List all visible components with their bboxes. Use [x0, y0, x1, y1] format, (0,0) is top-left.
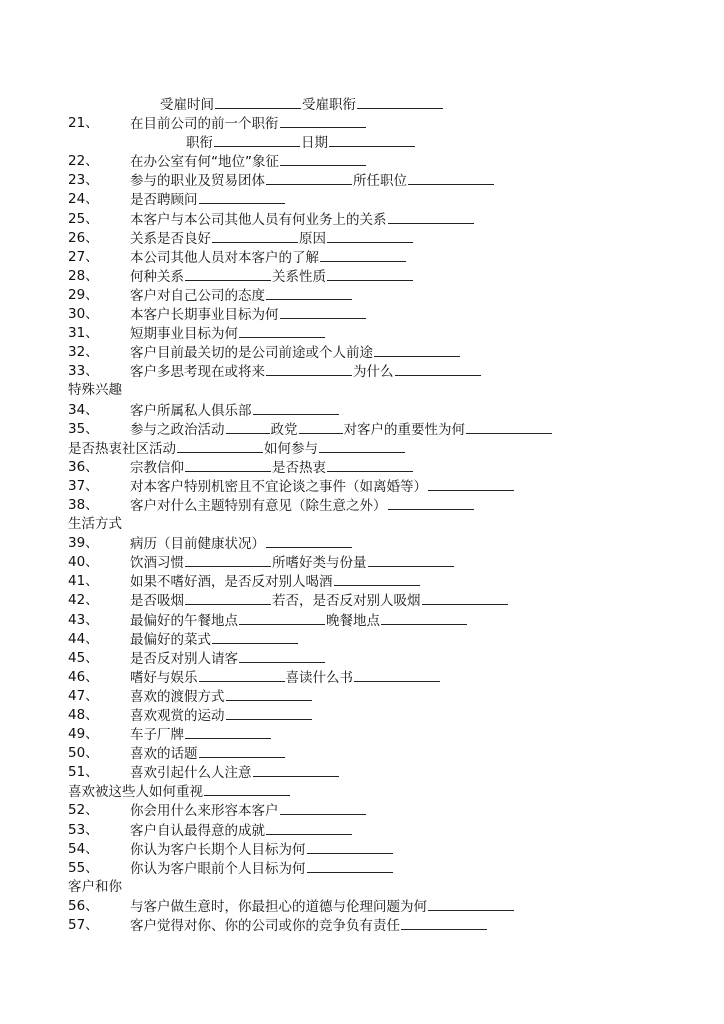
answer-blank[interactable] — [388, 210, 474, 224]
question-text: 晚餐地点 — [326, 612, 380, 629]
answer-blank[interactable] — [266, 286, 352, 300]
question-number: 26、 — [68, 229, 99, 246]
question-number: 33、 — [68, 363, 99, 380]
question-number: 32、 — [68, 344, 99, 361]
question-row — [0, 801, 724, 820]
answer-blank[interactable] — [199, 744, 285, 758]
question-row — [0, 420, 724, 439]
answer-blank[interactable] — [185, 591, 271, 605]
question-text: 客户所属私人俱乐部 — [130, 402, 252, 419]
answer-blank[interactable] — [319, 439, 405, 453]
question-text: 是否吸烟 — [130, 593, 184, 610]
question-text: 为什么 — [353, 364, 394, 381]
answer-blank[interactable] — [266, 821, 352, 835]
question-text: 你认为客户长期个人目标为何 — [130, 841, 306, 858]
section-client-and-you — [0, 878, 724, 897]
answer-blank[interactable] — [307, 859, 393, 873]
question-number: 28、 — [68, 267, 99, 284]
question-number: 48、 — [68, 707, 99, 723]
question-number: 41、 — [68, 573, 99, 590]
answer-blank[interactable] — [280, 305, 366, 319]
question-text: 对本客户特别机密且不宜论谈之事件（如离婚等） — [130, 478, 427, 495]
answer-blank[interactable] — [368, 553, 454, 567]
question-number: 21、 — [68, 115, 99, 132]
question-text: 客户自认最得意的成就 — [130, 822, 265, 839]
answer-blank[interactable] — [185, 458, 271, 472]
question-row — [0, 305, 724, 324]
question-text: 与客户做生意时，你最担心的道德与伦理问题为何 — [130, 898, 427, 915]
question-text: 短期事业目标为何 — [130, 326, 238, 343]
answer-blank[interactable] — [299, 420, 343, 434]
answer-blank[interactable] — [327, 267, 413, 281]
question-row — [0, 152, 724, 171]
answer-blank[interactable] — [215, 95, 301, 109]
question-number: 29、 — [68, 286, 99, 303]
answer-blank[interactable] — [401, 916, 487, 930]
question-text: 喜欢观赏的运动 — [130, 708, 225, 724]
question-number: 47、 — [68, 687, 99, 704]
answer-blank[interactable] — [185, 267, 271, 281]
answer-blank[interactable] — [212, 630, 298, 644]
sub-label-date: 日期 — [301, 135, 328, 152]
question-number: 50、 — [68, 745, 99, 762]
answer-blank[interactable] — [357, 95, 443, 109]
answer-blank[interactable] — [422, 591, 508, 605]
question-row — [0, 553, 724, 572]
section-heading: 特殊兴趣 — [68, 382, 122, 399]
question-text: 是否聘顾问 — [130, 192, 198, 209]
question-number: 51、 — [68, 764, 99, 781]
question-text: 车子厂牌 — [130, 727, 184, 744]
answer-blank[interactable] — [199, 668, 285, 682]
answer-blank[interactable] — [428, 897, 514, 911]
question-number: 23、 — [68, 172, 99, 189]
answer-blank[interactable] — [199, 190, 285, 204]
question-row — [0, 190, 724, 209]
question-number: 25、 — [68, 210, 99, 227]
question-row — [0, 897, 724, 916]
answer-blank[interactable] — [354, 668, 440, 682]
hire-line — [0, 95, 724, 114]
question-text: 病历（目前健康状况） — [130, 536, 265, 553]
question-row — [0, 324, 724, 343]
question-number: 54、 — [68, 840, 99, 857]
answer-blank[interactable] — [253, 763, 339, 777]
question-number: 30、 — [68, 306, 99, 323]
answer-blank[interactable] — [266, 534, 352, 548]
question-row — [0, 763, 724, 782]
question-number: 45、 — [68, 649, 99, 666]
question-row — [0, 267, 724, 286]
question-number: 53、 — [68, 821, 99, 838]
answer-blank[interactable] — [374, 343, 460, 357]
question-row — [0, 572, 724, 591]
question-row — [0, 916, 724, 935]
answer-blank[interactable] — [212, 229, 298, 243]
question-row — [0, 248, 724, 267]
question-text: 喜欢的渡假方式 — [130, 688, 225, 705]
question-text: 本客户长期事业目标为何 — [130, 307, 279, 324]
answer-blank[interactable] — [280, 801, 366, 815]
question-text: 最偏好的午餐地点 — [130, 612, 238, 629]
question-text: 关系是否良好 — [130, 230, 211, 247]
question-text: 何种关系 — [130, 268, 184, 285]
question-number: 49、 — [68, 726, 99, 743]
section-heading: 客户和你 — [68, 878, 122, 895]
question-text: 关系性质 — [272, 268, 326, 285]
question-text: 对客户的重要性为何 — [343, 421, 465, 438]
answer-blank[interactable] — [226, 687, 312, 701]
answer-blank[interactable] — [327, 458, 413, 472]
question-text: 如果不嗜好酒，是否反对别人喝酒 — [130, 574, 333, 591]
question-number: 43、 — [68, 611, 99, 628]
question-row — [0, 286, 724, 305]
question-number: 46、 — [68, 668, 99, 685]
answer-blank[interactable] — [266, 171, 352, 185]
question-row — [0, 630, 724, 649]
question-text: 在办公室有何“地位”象征 — [130, 154, 279, 171]
question-text: 喜欢的话题 — [130, 746, 198, 763]
answer-blank[interactable] — [307, 840, 393, 854]
question-row — [0, 725, 724, 744]
question-row — [0, 458, 724, 477]
question-number: 27、 — [68, 248, 99, 265]
question-text: 客户对什么主题特别有意见（除生意之外） — [130, 497, 387, 514]
question-text: 若否，是否反对别人吸烟 — [272, 593, 421, 610]
question-number: 57、 — [68, 917, 99, 934]
question-text: 所嗜好类与份量 — [272, 555, 367, 572]
question-number: 52、 — [68, 802, 99, 819]
answer-blank[interactable] — [185, 725, 271, 739]
answer-blank[interactable] — [280, 114, 366, 128]
answer-blank[interactable] — [327, 229, 413, 243]
hire-title-label: 受雇职衔 — [302, 97, 356, 113]
question-number: 44、 — [68, 630, 99, 647]
answer-blank[interactable] — [466, 420, 552, 434]
question-row — [0, 343, 724, 362]
question-text: 原因 — [299, 230, 326, 247]
answer-blank[interactable] — [239, 611, 325, 625]
question-number: 37、 — [68, 477, 99, 494]
answer-blank[interactable] — [408, 171, 494, 185]
questionnaire-document — [0, 95, 724, 935]
answer-blank[interactable] — [395, 362, 481, 376]
question-row — [0, 859, 724, 878]
answer-blank[interactable] — [320, 248, 406, 262]
valued-by-label: 喜欢被这些人如何重视 — [68, 784, 203, 801]
question-21 — [0, 114, 724, 133]
question-text: 所任职位 — [353, 173, 407, 190]
answer-blank[interactable] — [334, 572, 420, 586]
answer-blank[interactable] — [253, 401, 339, 415]
answer-blank[interactable] — [381, 611, 467, 625]
question-text: 客户觉得对你、你的公司或你的竞争负有责任 — [130, 918, 400, 935]
community-activity-line — [0, 439, 724, 458]
question-text: 本客户与本公司其他人员有何业务上的关系 — [130, 211, 387, 228]
question-row — [0, 229, 724, 248]
section-heading: 生活方式 — [68, 516, 122, 533]
question-number: 40、 — [68, 554, 99, 571]
participation-label: 如何参与 — [264, 440, 318, 457]
question-text: 在目前公司的前一个职衔 — [130, 116, 279, 133]
question-number: 39、 — [68, 535, 99, 552]
valued-by-line — [0, 782, 724, 801]
question-text: 是否反对别人请客 — [130, 650, 238, 667]
question-text: 饮酒习惯 — [130, 555, 184, 572]
question-row — [0, 706, 724, 725]
question-text: 你会用什么来形容本客户 — [130, 803, 279, 820]
question-number: 35、 — [68, 420, 99, 437]
question-row — [0, 534, 724, 553]
question-text: 嗜好与娱乐 — [130, 669, 198, 686]
answer-blank[interactable] — [185, 553, 271, 567]
question-number: 34、 — [68, 401, 99, 418]
question-text: 客户对自己公司的态度 — [130, 287, 265, 304]
question-number: 42、 — [68, 592, 99, 609]
question-number: 56、 — [68, 897, 99, 914]
question-text: 最偏好的菜式 — [130, 631, 211, 648]
answer-blank[interactable] — [329, 133, 415, 147]
question-text: 客户目前最关切的是公司前途或个人前途 — [130, 345, 373, 362]
question-text: 政党 — [270, 421, 298, 438]
answer-blank[interactable] — [239, 324, 325, 338]
question-text: 宗教信仰 — [130, 459, 184, 476]
question-text: 客户多思考现在或将来 — [130, 364, 265, 381]
answer-blank[interactable] — [204, 782, 290, 796]
question-21-sub — [0, 133, 724, 152]
question-number: 55、 — [68, 859, 99, 876]
answer-blank[interactable] — [388, 496, 474, 510]
question-row — [0, 840, 724, 859]
answer-blank[interactable] — [266, 362, 352, 376]
question-row — [0, 649, 724, 668]
question-row — [0, 591, 724, 610]
question-row — [0, 210, 724, 229]
question-row — [0, 477, 724, 496]
hire-time-label: 受雇时间 — [160, 97, 214, 113]
question-text: 喜欢引起什么人注意 — [130, 765, 252, 782]
question-text: 是否热衷 — [272, 459, 326, 476]
question-row — [0, 821, 724, 840]
question-row — [0, 171, 724, 190]
question-row — [0, 611, 724, 630]
answer-blank[interactable] — [226, 420, 270, 434]
question-text: 你认为客户眼前个人目标为何 — [130, 860, 306, 877]
question-text: 参与的职业及贸易团体 — [130, 173, 265, 190]
sub-label-title: 职衔 — [186, 135, 213, 152]
answer-blank[interactable] — [214, 133, 300, 147]
question-row — [0, 687, 724, 706]
question-number: 38、 — [68, 496, 99, 513]
answer-blank[interactable] — [177, 439, 263, 453]
answer-blank[interactable] — [239, 649, 325, 663]
question-number: 24、 — [68, 191, 99, 208]
question-number: 36、 — [68, 458, 99, 475]
question-number: 22、 — [68, 153, 99, 170]
question-text: 喜读什么书 — [285, 669, 353, 686]
section-special-interests — [0, 381, 724, 400]
answer-blank[interactable] — [428, 477, 514, 491]
answer-blank[interactable] — [226, 706, 312, 720]
community-label: 是否热衷社区活动 — [68, 440, 176, 457]
answer-blank[interactable] — [280, 152, 366, 166]
question-row — [0, 401, 724, 420]
question-number: 31、 — [68, 325, 99, 342]
question-row — [0, 744, 724, 763]
question-row — [0, 362, 724, 381]
question-row — [0, 496, 724, 515]
question-row — [0, 668, 724, 687]
question-text: 参与之政治活动 — [130, 421, 225, 438]
section-lifestyle — [0, 515, 724, 534]
question-text: 本公司其他人员对本客户的了解 — [130, 249, 319, 266]
